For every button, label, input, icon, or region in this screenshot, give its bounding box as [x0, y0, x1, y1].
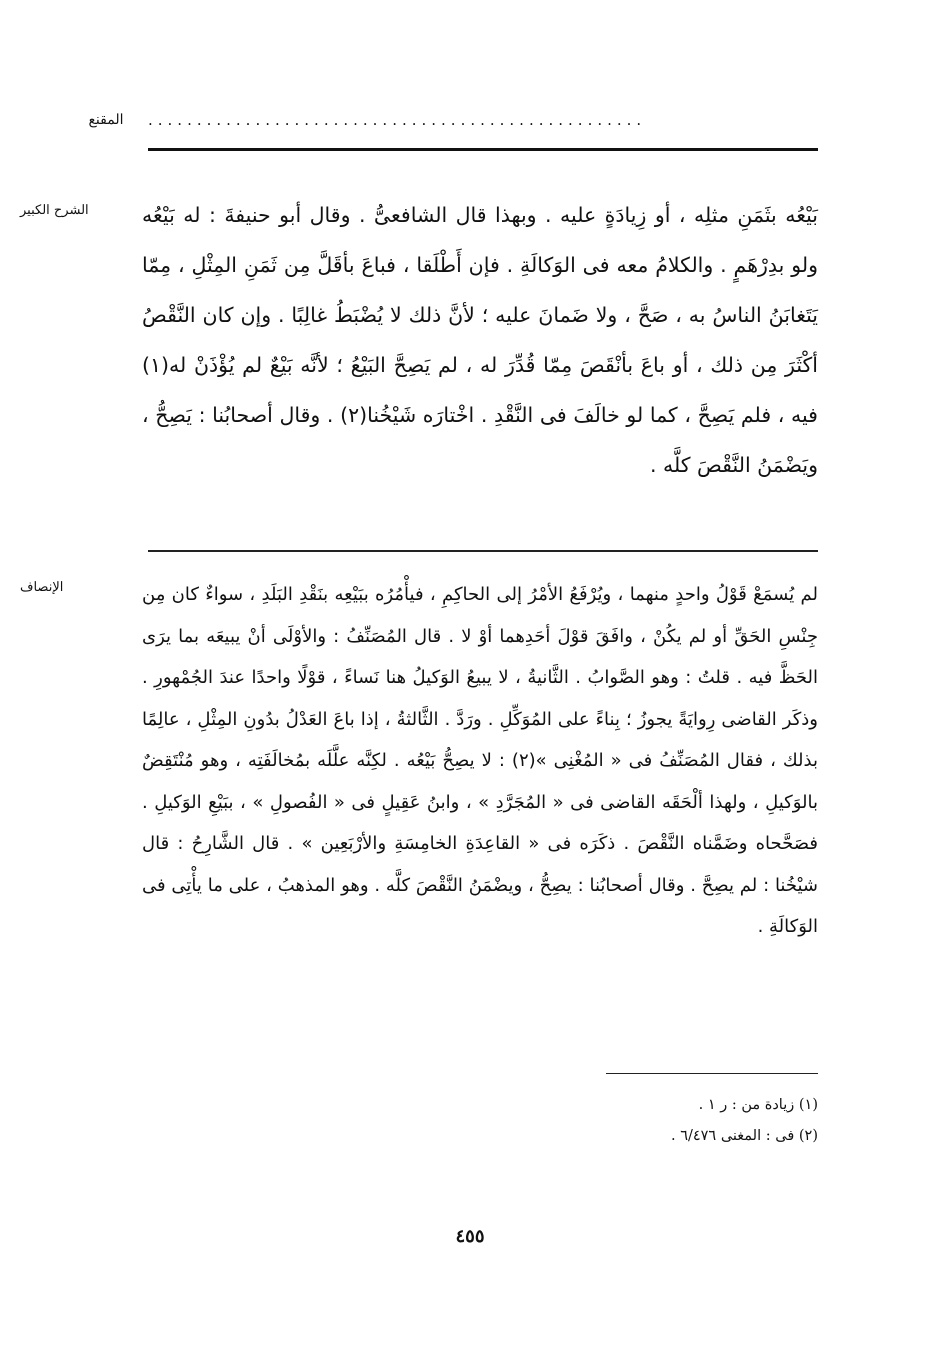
footnote-rule [606, 1073, 818, 1074]
sharh-text: بَيْعُه بثَمَنِ مثلِه ، أو زِيادَةٍ عليه . وبهذا قال الشافعىُّ . وقال أبو حنيفةَ : له بَيْعُه ولو بدِرْهَمٍ . والكلامُ معه فى الوَكالَةِ . فإن أَطْلَقا ، فباعَ بأقَلَّ مِن ثَمَنِ المِثْلِ ، مِمّا يَتَغابَنُ الناسُ به ، صَحَّ ، ولا ضَمانَ عليه ؛ لأنَّ ذلك لا يُضْبَطُ غالِبًا . وإن كان النَّقْصُ أكْثَرَ مِن ذلك ، أو باعَ بأنْقَصَ مِمّا قُدِّرَ له ، لم يَصِحَّ البَيْعُ ؛ لأنَّه بَيْعٌ لم يُؤْذَنْ له(١) فيه ، فلم يَصِحَّ ، كما لو خالَفَ فى النَّقْدِ . اخْتارَه شَيْخُنا(٢) . وقال أصحابُنا : يَصِحُّ ، ويَضْمَنُ النَّقْصَ كلَّه . [142, 203, 818, 477]
insaf-margin-label: الإنصاف [20, 580, 64, 595]
page-number: ٤٥٥ [455, 1226, 485, 1247]
running-title: المقنع [88, 112, 124, 128]
sharh-margin-label: الشرح الكبير [20, 203, 89, 218]
footnote-1: (١) زيادة من : ر ١ . [698, 1097, 818, 1113]
footnote-2: (٢) فى : المغنى ٦/٤٧٦ . [670, 1128, 818, 1144]
header-dotted-line: ................................................... [148, 111, 647, 125]
header-rule [148, 148, 818, 151]
insaf-text: لم يُسمَعْ قَوْلُ واحدٍ منهما ، ويُرْفَعُ الأمْرُ إلى الحاكِمِ ، فيأْمُرُه ببَيْعِه بنَقْدِ البَلَدِ ، سواءٌ كان مِن جِنْسِ الحَقِّ أو لم يكُنْ ، وافَقَ قوْلَ أحَدِهما أوْ لا . قال المُصَنِّفُ : والأوْلَى أنْ يبيعَه بما يرَى الحَظَّ فيه . قلتُ : وهو الصَّوابُ . الثَّانيةُ ، لا يبيعُ الوَكيلُ هنا نَساءً ، قوْلًا واحدًا عندَ الجُمْهورِ . وذكَر القاضى رِوايَةً يجوزُ ؛ بِناءً على المُوَكِّلِ . ورَدَّ . الثَّالثةُ ، إذا باعَ العَدْلُ بدُونِ المِثْلِ ، عالِمًا بذلك ، فقال المُصَنِّفُ فى « المُغْنِى »(٢) : لا يصِحُّ بَيْعُه . لكِنَّه علَّلَه بمُخالَفَتِه ، وهو مُنْتَقِضٌ بالوَكيلِ ، ولهذا ألْحَقَه القاضى فى « المُجَرَّدِ » ، وابنُ عَقِيلٍ فى « الفُصولِ » ، ببَيْعِ الوَكيلِ . فصَحَّحاه وضَمَّناه النَّقْصَ . ذكَرَه فى « القاعِدَةِ الخامِسَةِ والأرْبَعِين » . قال الشَّارِحُ : قال شيْخُنا : لم يصِحَّ . وقال أصحابُنا : يصِحُّ ، ويضْمَنُ النَّقْصَ كلَّه . وهو المذهبُ ، على ما يأْتِى فى الوَكالَةِ . [142, 584, 818, 937]
section-divider [148, 550, 818, 552]
